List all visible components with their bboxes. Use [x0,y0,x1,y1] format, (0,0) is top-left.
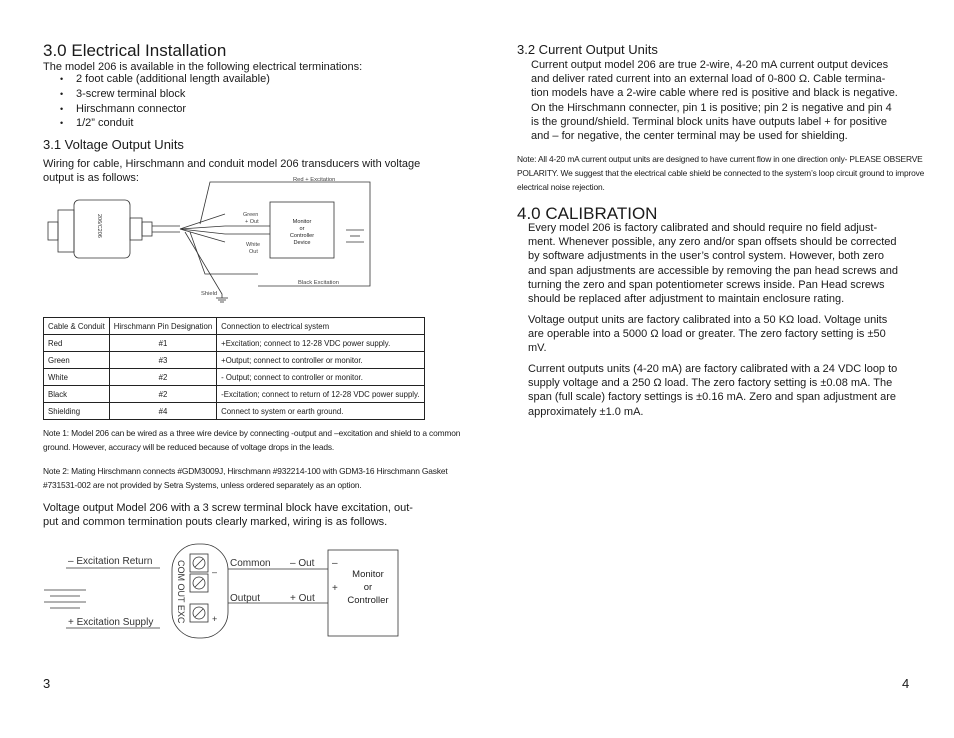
table-header-row [44,318,425,335]
table-cell: Green [44,352,110,369]
list-item: • 3-screw terminal block [60,87,270,102]
note-1-line: Note 1: Model 206 can be wired as a three wire device by connecting -output and –excitation and shield to a common [43,428,461,438]
text-line: supply voltage and a 250 Ω load. The zero factory setting is ±0.08 mA. The [528,377,893,390]
current-output-paragraph [531,58,898,143]
table-cell: Connect to system or earth ground. [217,403,424,420]
white-wire-label: Out [249,249,258,255]
termination-list [60,72,270,131]
monitor-label: Monitor [352,569,384,580]
table-cell: #4 [109,403,216,420]
table-cell: #3 [109,352,216,369]
table-row [44,369,425,386]
table-header: Hirschmann Pin Designation [109,318,216,335]
list-item: • Hirschmann connector [60,102,270,117]
text-line: Current outputs units (4-20 mA) are factory calibrated with a 24 VDC loop to [528,363,898,375]
black-wire-label: Black Excitation [298,280,339,286]
text-line: approximately ±1.0 mA. [528,405,644,418]
out-minus-label: – Out [290,558,315,569]
monitor-label: Controller [289,233,315,239]
intro-text: The model 206 is available in the following electrical terminations: [43,61,363,73]
text-line: turning the zero and span potentiometer screws inside. Pan Head screws [528,278,885,291]
output-label: Output [230,593,261,604]
table-cell: +Excitation; connect to 12-28 VDC power supply. [217,335,424,352]
text-line: ment. Whenever possible, any zero and/or span offsets should be corrected [528,236,897,249]
monitor-label: Monitor [292,219,312,225]
device-connector [48,222,58,240]
calibration-paragraph-3 [528,362,897,419]
monitor-plus: + [332,583,338,594]
red-wire-label: Red + Excitation [293,177,336,183]
subheading-voltage-output: 3.1 Voltage Output Units [43,137,184,152]
monitor-label: Controller [347,595,389,606]
monitor-label: or [363,582,373,593]
text-line: and deliver rated current into an external load of 0-800 Ω. Cable termina- [531,73,886,86]
calibration-paragraph-1 [528,221,898,306]
table-cell: Shielding [44,403,110,420]
excitation-return-label: – Excitation Return [68,556,153,567]
text-line: POLARITY. We suggest that the electrical cable shield be connected to the system’s loop circuit ground to improve [517,168,925,178]
monitor-minus: – [332,558,338,569]
minus-sign: – [212,567,218,577]
monitor-box [328,550,398,636]
page-number-right: 4 [902,676,910,691]
white-wire-label: White [246,242,261,248]
text-line: is the ground/shield. Terminal block units have outputs label + for positive [531,115,887,128]
voltage-wiring-diagram [40,174,380,304]
table-row [44,335,425,352]
list-item: • 2 foot cable (additional length available) [60,72,270,87]
table-cell: Red [44,335,110,352]
wiring-table [43,317,425,420]
monitor-label: Device [293,240,311,246]
text-line: are operable into a 5000 Ω load or greater. The zero factory setting is ±50 [528,328,886,341]
voltage-text-line: output is as follows: [43,172,139,184]
table-cell: -Excitation; connect to return of 12-28 VDC power supply. [217,386,424,403]
text-line: and span adjustments are accessible by removing the pan head screws and [528,264,898,277]
voltage-text-line: Wiring for cable, Hirschmann and conduit model 206 transducers with voltage [43,158,421,170]
text-line: tion models have a 2-wire cable where red is positive and black is negative. [531,87,898,100]
shield-label: Shield [201,291,218,297]
list-item: • 1/2” conduit [60,116,270,131]
table-row [44,403,425,420]
table-cell: Black [44,386,110,403]
table-header: Connection to electrical system [217,318,424,335]
table-row [44,386,425,403]
text-line: should be replaced after adjustment to maintain enclosure rating. [528,293,845,306]
excitation-supply-label: + Excitation Supply [68,617,154,628]
text-line: mV. [528,342,547,355]
section-heading-electrical: 3.0 Electrical Installation [43,41,227,60]
table-row [44,352,425,369]
table-cell: White [44,369,110,386]
text-line: Note: All 4-20 mA current output units are designed to have current flow in one direction only- PLEASE OBSERVE [517,154,923,164]
device-label: 206/C206 [96,214,102,238]
common-label: Common [230,558,271,569]
device-connector [58,210,74,252]
calibration-paragraph-2 [528,313,887,356]
terminal-text-line: Voltage output Model 206 with a 3 screw terminal block have excitation, out- [43,502,413,514]
note-2-line: #731531-002 are not provided by Setra Systems, unless ordered separately as an option. [43,480,362,490]
text-line: electrical noise rejection. [517,182,605,192]
table-cell: +Output; connect to controller or monitor. [217,352,424,369]
table-cell: - Output; connect to controller or monitor. [217,369,424,386]
plus-sign: + [212,614,218,624]
text-line: span (full scale) factory settings is ±0.16 mA. Zero and span adjustment are [528,391,896,404]
note-2-line: Note 2: Mating Hirschmann connects #GDM3009J, Hirschmann #932214-100 with GDM3-16 Hirschmann Gasket [43,466,448,476]
terminal-block-labels: COM OUT EXC [176,560,186,624]
text-line: On the Hirschmann connecter, pin 1 is positive; pin 2 is negative and pin 4 [531,101,892,114]
polarity-note [517,152,924,194]
note-1-line: ground. However, accuracy will be reduced because of voltage drops in the leads. [43,442,335,452]
monitor-label: or [299,226,305,232]
text-line: by software adjustments in the user’s control system. However, both zero [528,250,885,263]
text-line: Every model 206 is factory calibrated and should require no field adjust- [528,222,878,234]
table-cell: #2 [109,386,216,403]
terminal-text-line: put and common termination pouts clearly marked, wiring is as follows. [43,516,388,528]
page-number-left: 3 [43,676,51,691]
green-wire-label: + Out [245,219,259,225]
green-wire-label: Green [243,212,259,218]
table-cell: #1 [109,335,216,352]
section-heading-calibration: 4.0 CALIBRATION [517,204,658,223]
table-cell: #2 [109,369,216,386]
text-line: Voltage output units are factory calibrated into a 50 KΩ load. Voltage units [528,314,888,326]
subheading-current-output: 3.2 Current Output Units [517,42,658,57]
text-line: Current output model 206 are true 2-wire, 4-20 mA current output devices [531,59,889,71]
table-header: Cable & Conduit [44,318,110,335]
text-line: and – for negative, the center terminal may be used for shielding. [531,130,848,143]
out-plus-label: + Out [290,593,315,604]
terminal-block-wiring-diagram [40,538,410,642]
